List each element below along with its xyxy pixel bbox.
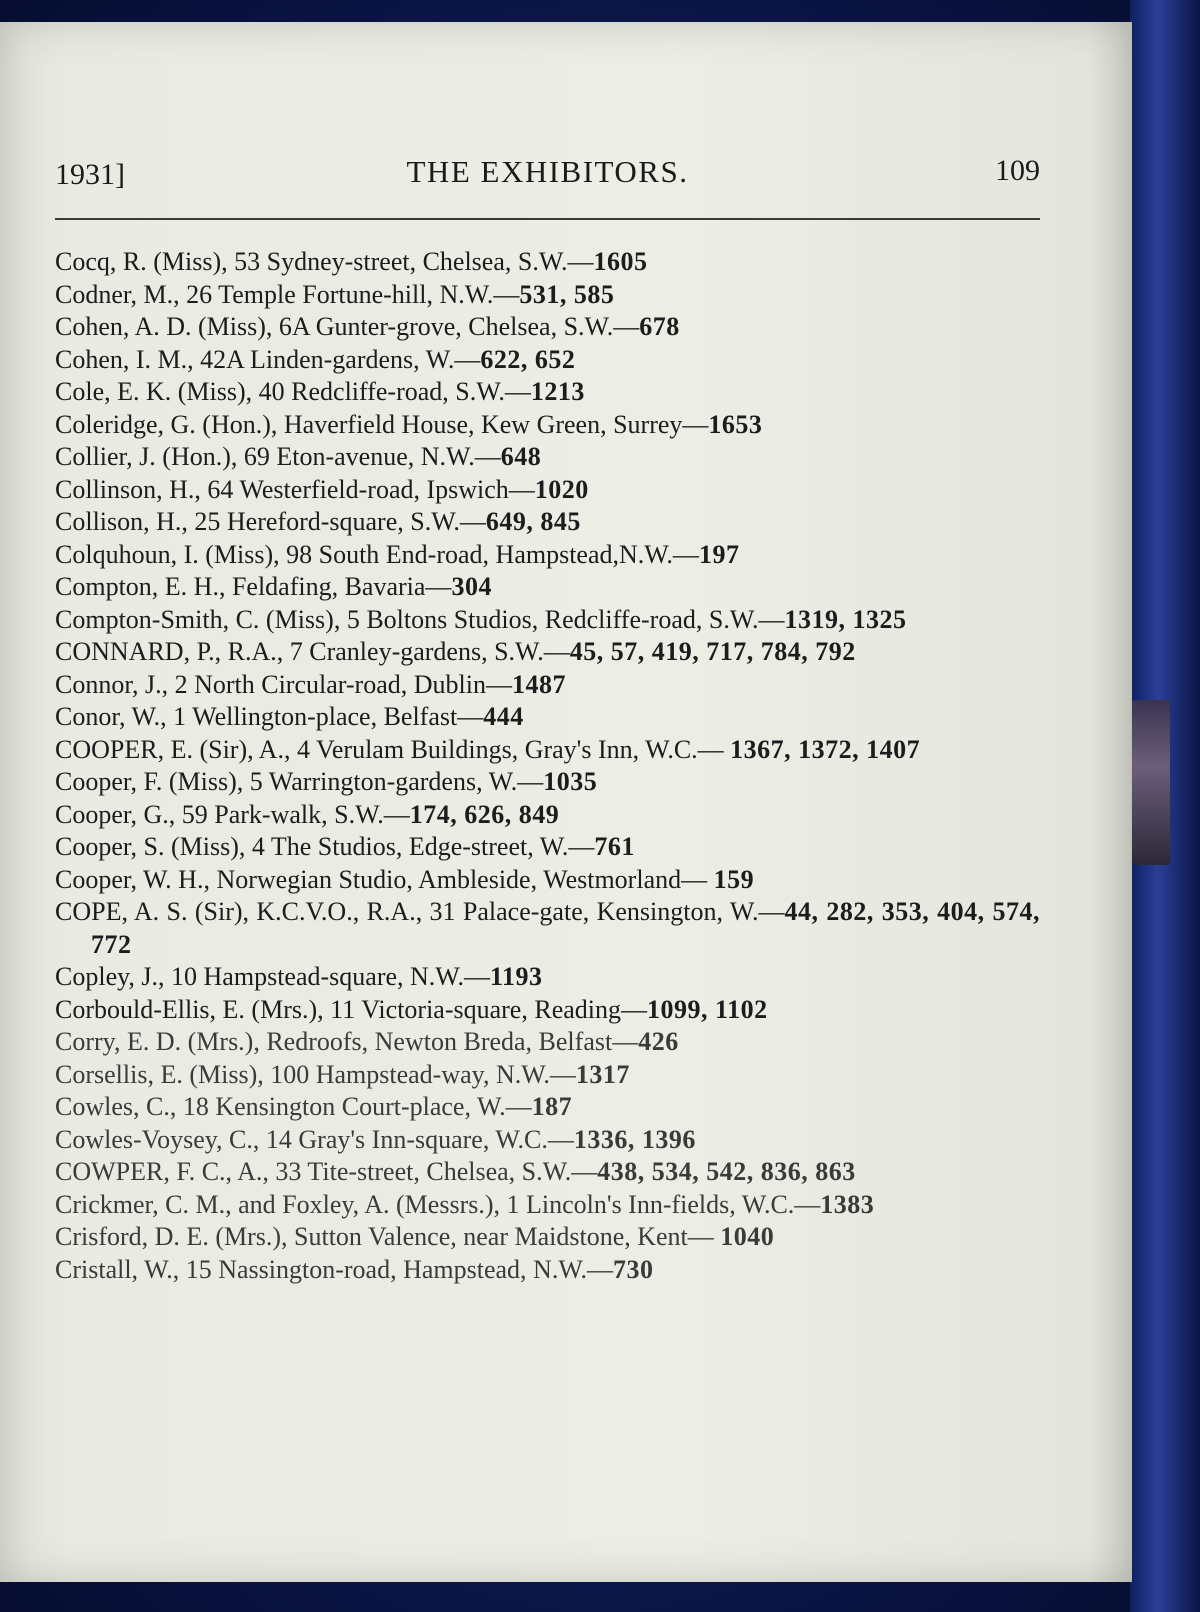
list-item [55, 1026, 1040, 1059]
list-item [55, 311, 1040, 344]
catalogue-numbers: 1653 [708, 409, 763, 439]
list-item [55, 1254, 1040, 1287]
catalogue-numbers: 678 [639, 312, 680, 341]
entry-text: Cooper, S. (Miss), 4 The Studios, Edge-street, W.— [55, 832, 595, 861]
entry-text: Corsellis, E. (Miss), 100 Hampstead-way, N.W.— [55, 1059, 576, 1089]
list-item [55, 734, 1040, 767]
catalogue-numbers: 1319, 1325 [784, 604, 907, 634]
entry-text: COOPER, E. (Sir), A., 4 Verulam Buildings, Gray's Inn, W.C.— [55, 734, 731, 764]
list-item [55, 831, 1040, 864]
entry-text: Collison, H., 25 Hereford-square, S.W.— [55, 507, 486, 536]
list-item [55, 701, 1040, 734]
list-item [55, 1124, 1040, 1157]
catalogue-numbers: 197 [698, 539, 740, 569]
entry-text: Cocq, R. (Miss), 53 Sydney-street, Chelsea, S.W.— [55, 247, 594, 276]
entry-text: Cristall, W., 15 Nassington-road, Hampstead, N.W.— [55, 1254, 613, 1284]
catalogue-numbers: 648 [500, 442, 542, 471]
list-item [55, 409, 1040, 442]
list-item [55, 246, 1040, 279]
list-item [55, 279, 1040, 312]
list-item [55, 571, 1040, 604]
entry-text: Collinson, H., 64 Westerfield-road, Ipswich— [55, 474, 535, 504]
list-item [55, 864, 1040, 897]
page-title: THE EXHIBITORS. [406, 154, 689, 189]
entry-text: Cohen, I. M., 42A Linden-gardens, W.— [55, 344, 481, 374]
list-item [55, 636, 1040, 669]
list-item [55, 604, 1040, 637]
catalogue-numbers: 1099, 1102 [647, 994, 768, 1024]
catalogue-numbers: 304 [451, 572, 492, 601]
list-item [55, 506, 1040, 539]
entry-text: Cole, E. K. (Miss), 40 Redcliffe-road, S.W.— [55, 377, 531, 406]
list-item [55, 474, 1040, 507]
header-year: 1931] [55, 158, 125, 191]
entry-text: Cohen, A. D. (Miss), 6A Gunter-grove, Chelsea, S.W.— [55, 312, 640, 341]
list-item [55, 376, 1040, 409]
entry-text: Cooper, F. (Miss), 5 Warrington-gardens, W.— [55, 767, 544, 796]
entry-text: COWPER, F. C., A., 33 Tite-street, Chelsea, S.W.— [55, 1157, 598, 1186]
catalogue-numbers: 1336, 1396 [573, 1124, 696, 1154]
entry-text: Cowles-Voysey, C., 14 Gray's Inn-square, W.C.— [55, 1124, 574, 1154]
entry-text: Crisford, D. E. (Mrs.), Sutton Valence, near Maidstone, Kent— [55, 1222, 721, 1251]
entry-text: Collier, J. (Hon.), 69 Eton-avenue, N.W.— [55, 442, 501, 471]
entry-text: Copley, J., 10 Hampstead-square, N.W.— [55, 962, 490, 991]
list-item [55, 766, 1040, 799]
entry-text: Corry, E. D. (Mrs.), Redroofs, Newton Breda, Belfast— [55, 1027, 639, 1056]
list-item [55, 1091, 1040, 1124]
entry-text: Compton-Smith, C. (Miss), 5 Boltons Studios, Redcliffe-road, S.W.— [55, 604, 785, 634]
running-header [55, 138, 1040, 194]
catalogue-numbers: 44, 282, 353, 404, 574, 772 [91, 897, 1040, 959]
list-item [55, 896, 1040, 961]
list-item [55, 344, 1040, 377]
entry-text: Cowles, C., 18 Kensington Court-place, W.— [55, 1092, 532, 1121]
catalogue-numbers: 730 [612, 1254, 654, 1284]
list-item [55, 799, 1040, 832]
list-item [55, 1059, 1040, 1092]
entry-text: Codner, M., 26 Temple Fortune-hill, N.W.— [55, 279, 520, 309]
list-item [55, 961, 1040, 994]
catalogue-numbers: 1317 [575, 1059, 630, 1089]
catalogue-numbers: 1605 [593, 247, 648, 276]
catalogue-numbers: 444 [483, 702, 524, 731]
catalogue-numbers: 1040 [720, 1222, 775, 1251]
list-item [55, 539, 1040, 572]
catalogue-numbers: 426 [638, 1027, 679, 1056]
header-rule [55, 218, 1040, 220]
list-item [55, 441, 1040, 474]
catalogue-numbers: 1383 [820, 1189, 875, 1219]
catalogue-numbers: 1487 [511, 669, 566, 699]
catalogue-numbers: 187 [531, 1092, 573, 1121]
entry-text: Crickmer, C. M., and Foxley, A. (Messrs.), 1 Lincoln's Inn-fields, W.C.— [55, 1189, 821, 1219]
catalogue-numbers: 1193 [489, 962, 543, 991]
entry-text: CONNARD, P., R.A., 7 Cranley-gardens, S.W.— [55, 637, 570, 666]
entry-text: Compton, E. H., Feldafing, Bavaria— [55, 572, 452, 601]
exhibitor-list [55, 246, 1040, 1286]
list-item [55, 1189, 1040, 1222]
catalogue-numbers: 622, 652 [480, 344, 576, 374]
entry-text: Conor, W., 1 Wellington-place, Belfast— [55, 702, 484, 731]
catalogue-numbers: 1035 [543, 767, 598, 796]
catalogue-numbers: 159 [713, 864, 755, 894]
list-item [55, 1221, 1040, 1254]
catalogue-numbers: 174, 626, 849 [409, 799, 560, 829]
list-item [55, 1156, 1040, 1189]
ribbon-tab [1132, 700, 1170, 865]
entry-text: Cooper, G., 59 Park-walk, S.W.— [55, 799, 410, 829]
entry-text: Corbould-Ellis, E. (Mrs.), 11 Victoria-square, Reading— [55, 994, 647, 1024]
catalogue-numbers: 531, 585 [519, 279, 615, 309]
entry-text: COPE, A. S. (Sir), K.C.V.O., R.A., 31 Palace-gate, Kensington, W.— [55, 897, 785, 926]
catalogue-numbers: 1213 [530, 377, 585, 406]
catalogue-numbers: 45, 57, 419, 717, 784, 792 [569, 637, 856, 666]
catalogue-numbers: 438, 534, 542, 836, 863 [597, 1157, 856, 1186]
catalogue-numbers: 761 [594, 832, 635, 861]
entry-text: Connor, J., 2 North Circular-road, Dublin— [55, 669, 512, 699]
list-item [55, 994, 1040, 1027]
list-item [55, 669, 1040, 702]
entry-text: Coleridge, G. (Hon.), Haverfield House, Kew Green, Surrey— [55, 409, 709, 439]
catalogue-numbers: 649, 845 [485, 507, 581, 536]
catalogue-numbers: 1367, 1372, 1407 [730, 734, 921, 764]
page-number: 109 [995, 154, 1040, 187]
entry-text: Cooper, W. H., Norwegian Studio, Ambleside, Westmorland— [55, 864, 714, 894]
catalogue-numbers: 1020 [534, 474, 589, 504]
entry-text: Colquhoun, I. (Miss), 98 South End-road, Hampstead,N.W.— [55, 539, 699, 569]
